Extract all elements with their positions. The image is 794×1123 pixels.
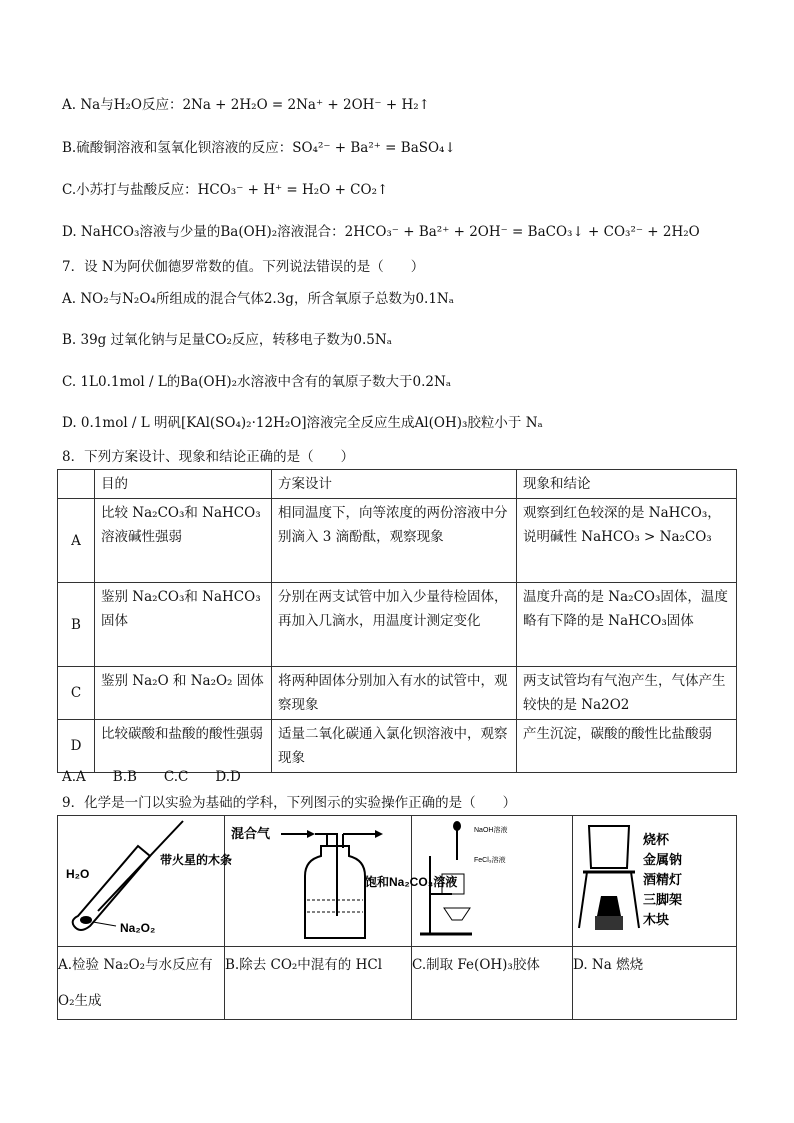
q8-choices: A.A B.B C.C D.D [62, 769, 241, 785]
table-row [58, 720, 737, 773]
figure-cell-d [573, 816, 737, 947]
row-label: A [58, 499, 95, 583]
colloid-setup-diagram [412, 816, 572, 946]
gas-label: 混合气 [231, 826, 271, 841]
q6-option-d: D. NaHCO₃溶液与少量的Ba(OH)₂溶液混合：2HCO₃⁻ + Ba²⁺ + 2OH⁻ = BaCO₃↓ + CO₃²⁻ + 2H₂O [62, 224, 700, 240]
q7-option-a: A. NO₂与N₂O₄所组成的混合气体2.3g，所含氧原子总数为0.1Nₐ [62, 291, 454, 307]
table-header: 方案设计 [272, 470, 517, 499]
row-design: 相同温度下，向等浓度的两份溶液中分别滴入 3 滴酚酞，观察现象 [272, 499, 517, 583]
q7-option-c: C. 1L0.1mol / L的Ba(OH)₂水溶液中含有的氧原子数大于0.2Nₐ [62, 374, 452, 390]
row-result: 温度升高的是 Na₂CO₃固体，温度略有下降的是 NaHCO₃固体 [517, 583, 737, 667]
caption-a: A.检验 Na₂O₂与水反应有 O₂生成 [58, 947, 225, 1020]
na2o2-label: Na₂O₂ [120, 921, 156, 935]
row-purpose: 比较碳酸和盐酸的酸性强弱 [95, 720, 272, 773]
water-label: H₂O [66, 867, 90, 881]
row-design: 适量二氧化碳通入氯化钡溶液中，观察现象 [272, 720, 517, 773]
gas-bottle-diagram [225, 816, 458, 946]
row-label: D [58, 720, 95, 773]
row-purpose: 比较 Na₂CO₃和 NaHCO₃ 溶液碱性强弱 [95, 499, 272, 583]
burning-setup-diagram [573, 816, 733, 946]
q8-table [57, 469, 737, 773]
q8-stem: 8．下列方案设计、现象和结论正确的是（ ） [62, 449, 355, 465]
table-header: 现象和结论 [517, 470, 737, 499]
caption-row [58, 947, 737, 1020]
row-design: 将两种固体分别加入有水的试管中，观察现象 [272, 667, 517, 720]
row-result: 产生沉淀，碳酸的酸性比盐酸弱 [517, 720, 737, 773]
figure-cell-a [58, 816, 233, 947]
stick-label: 带火星的木条 [160, 853, 233, 867]
q7-option-b: B. 39g 过氧化钠与足量CO₂反应，转移电子数为0.5Nₐ [62, 332, 392, 348]
sodium-label: 金属钠 [643, 852, 683, 867]
table-header-row [58, 470, 737, 499]
row-result: 两支试管均有气泡产生，气体产生较快的是 Na2O2 [517, 667, 737, 720]
row-result: 观察到红色较深的是 NaHCO₃，说明碱性 NaHCO₃ > Na₂CO₃ [517, 499, 737, 583]
q6-option-c: C.小苏打与盐酸反应：HCO₃⁻ + H⁺ = H₂O + CO₂↑ [62, 182, 389, 198]
figure-row [58, 816, 737, 947]
test-tube-diagram [58, 816, 233, 946]
table-row [58, 667, 737, 720]
q7-stem: 7．设 N为阿伏伽德罗常数的值。下列说法错误的是（ ） [62, 259, 425, 275]
caption-b: B.除去 CO₂中混有的 HCl [225, 947, 412, 1020]
q7-option-d: D. 0.1mol / L 明矾[KAl(SO₄)₂·12H₂O]溶液完全反应生成Al(OH)₃胶粒小于 Nₐ [62, 415, 543, 431]
caption-c: C.制取 Fe(OH)₃胶体 [412, 947, 573, 1020]
row-label: B [58, 583, 95, 667]
row-purpose: 鉴别 Na₂CO₃和 NaHCO₃ 固体 [95, 583, 272, 667]
naoh-label: NaOH溶液 [474, 827, 508, 834]
figure-cell-c [412, 816, 573, 947]
q6-option-b: B.硫酸铜溶液和氢氧化钡溶液的反应：SO₄²⁻ + Ba²⁺ = BaSO₄↓ [62, 140, 456, 156]
table-header: 目的 [95, 470, 272, 499]
caption-d: D. Na 燃烧 [573, 947, 737, 1020]
table-header [58, 470, 95, 499]
q9-table [57, 815, 737, 1020]
table-row [58, 583, 737, 667]
solution-label: 饱和Na₂CO₃溶液 [365, 875, 458, 889]
q6-option-a: A. Na与H₂O反应：2Na + 2H₂O = 2Na⁺ + 2OH⁻ + H₂↑ [62, 97, 430, 113]
row-purpose: 鉴别 Na₂O 和 Na₂O₂ 固体 [95, 667, 272, 720]
row-label: C [58, 667, 95, 720]
fecl3-label: FeCl₃溶液 [474, 857, 506, 864]
block-label: 木块 [643, 912, 670, 927]
row-design: 分别在两支试管中加入少量待检固体，再加入几滴水，用温度计测定变化 [272, 583, 517, 667]
lamp-label: 酒精灯 [643, 872, 683, 887]
tripod-label: 三脚架 [643, 892, 683, 907]
figure-cell-b [225, 816, 458, 947]
beaker-label: 烧杯 [643, 832, 670, 847]
q9-stem: 9．化学是一门以实验为基础的学科，下列图示的实验操作正确的是（ ） [62, 795, 517, 811]
table-row [58, 499, 737, 583]
